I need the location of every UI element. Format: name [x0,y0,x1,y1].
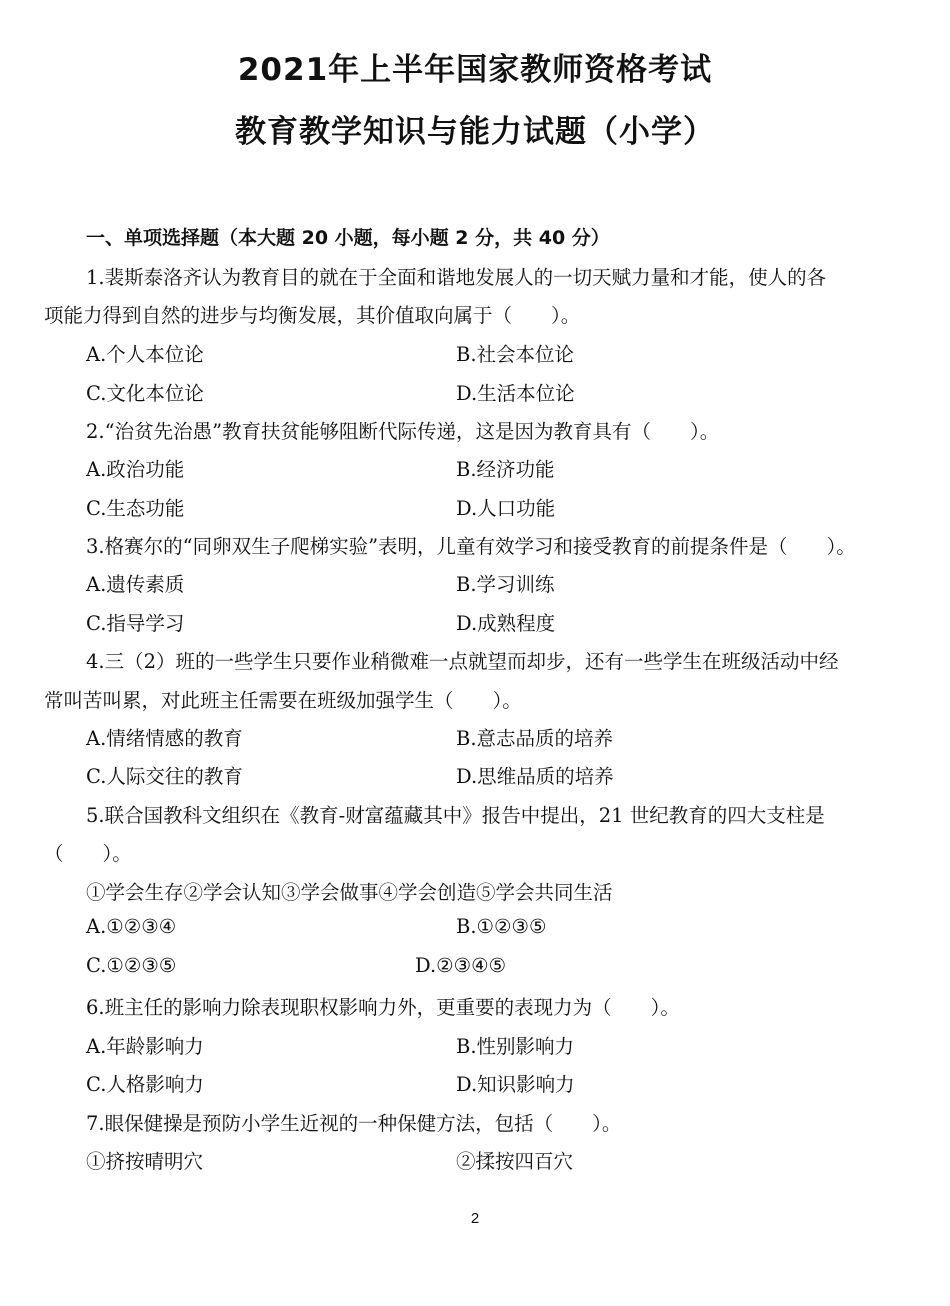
question-4-option-a: A.情绪情感的教育 [86,727,243,750]
question-5-stem-cont: （ ）。 [44,842,132,865]
question-1-option-b: B.社会本位论 [456,343,575,366]
question-7-stem: 7.眼保健操是预防小学生近视的一种保健方法，包括（ ）。 [86,1112,622,1135]
question-2-option-b: B.经济功能 [456,458,555,481]
question-7-item-2: ②揉按四百穴 [456,1150,574,1173]
section-heading: 一、单项选择题（本大题 20 小题，每小题 2 分，共 40 分） [86,227,610,249]
question-1-option-a: A.个人本位论 [86,343,204,366]
question-1-option-d: D.生活本位论 [456,382,575,405]
question-1-option-c: C.文化本位论 [86,382,204,405]
question-3-stem: 3.格赛尔的“同卵双生子爬梯实验”表明，儿童有效学习和接受教育的前提条件是（ ）。 [86,535,856,558]
question-3-option-a: A.遗传素质 [86,573,185,596]
question-6-option-c: C.人格影响力 [86,1073,204,1096]
question-4-option-c: C.人际交往的教育 [86,765,243,788]
question-1-stem-cont: 项能力得到自然的进步与均衡发展，其价值取向属于（ ）。 [44,304,581,327]
page-number: 2 [470,1210,480,1227]
question-6-stem: 6.班主任的影响力除表现职权影响力外，更重要的表现力为（ ）。 [86,996,680,1019]
question-4-stem-cont: 常叫苦叫累，对此班主任需要在班级加强学生（ ）。 [44,689,522,712]
question-5-option-d: D.②③④⑤ [415,954,507,977]
question-7-item-1: ①挤按晴明穴 [86,1150,204,1173]
question-2-stem: 2.“治贫先治愚”教育扶贫能够阻断代际传递，这是因为教育具有（ ）。 [86,420,720,443]
page-subtitle: 教育教学知识与能力试题（小学） [235,114,715,150]
question-4-option-b: B.意志品质的培养 [456,727,614,750]
question-3-option-c: C.指导学习 [86,612,185,635]
question-2-option-c: C.生态功能 [86,497,185,520]
question-6-option-d: D.知识影响力 [456,1073,575,1096]
question-6-option-b: B.性别影响力 [456,1035,575,1058]
question-3-option-d: D.成熟程度 [456,612,556,635]
question-5-stem: 5.联合国教科文组织在《教育-财富蕴藏其中》报告中提出，21 世纪教育的四大支柱是 [86,804,825,827]
question-6-option-a: A.年龄影响力 [86,1035,204,1058]
question-4-stem: 4.三（2）班的一些学生只要作业稍微难一点就望而却步，还有一些学生在班级活动中经 [86,650,839,673]
question-5-items: ①学会生存②学会认知③学会做事④学会创造⑤学会共同生活 [86,881,613,904]
question-5-option-c: C.①②③⑤ [86,954,177,977]
question-3-option-b: B.学习训练 [456,573,555,596]
question-5-option-b: B.①②③⑤ [456,915,547,938]
question-5-option-a: A.①②③④ [86,915,177,938]
question-4-option-d: D.思维品质的培养 [456,765,614,788]
question-1-stem: 1.裴斯泰洛齐认为教育目的就在于全面和谐地发展人的一切天赋力量和才能，使人的各 [86,266,827,289]
question-2-option-d: D.人口功能 [456,497,556,520]
page-title: 2021年上半年国家教师资格考试 [237,52,713,88]
question-2-option-a: A.政治功能 [86,458,185,481]
